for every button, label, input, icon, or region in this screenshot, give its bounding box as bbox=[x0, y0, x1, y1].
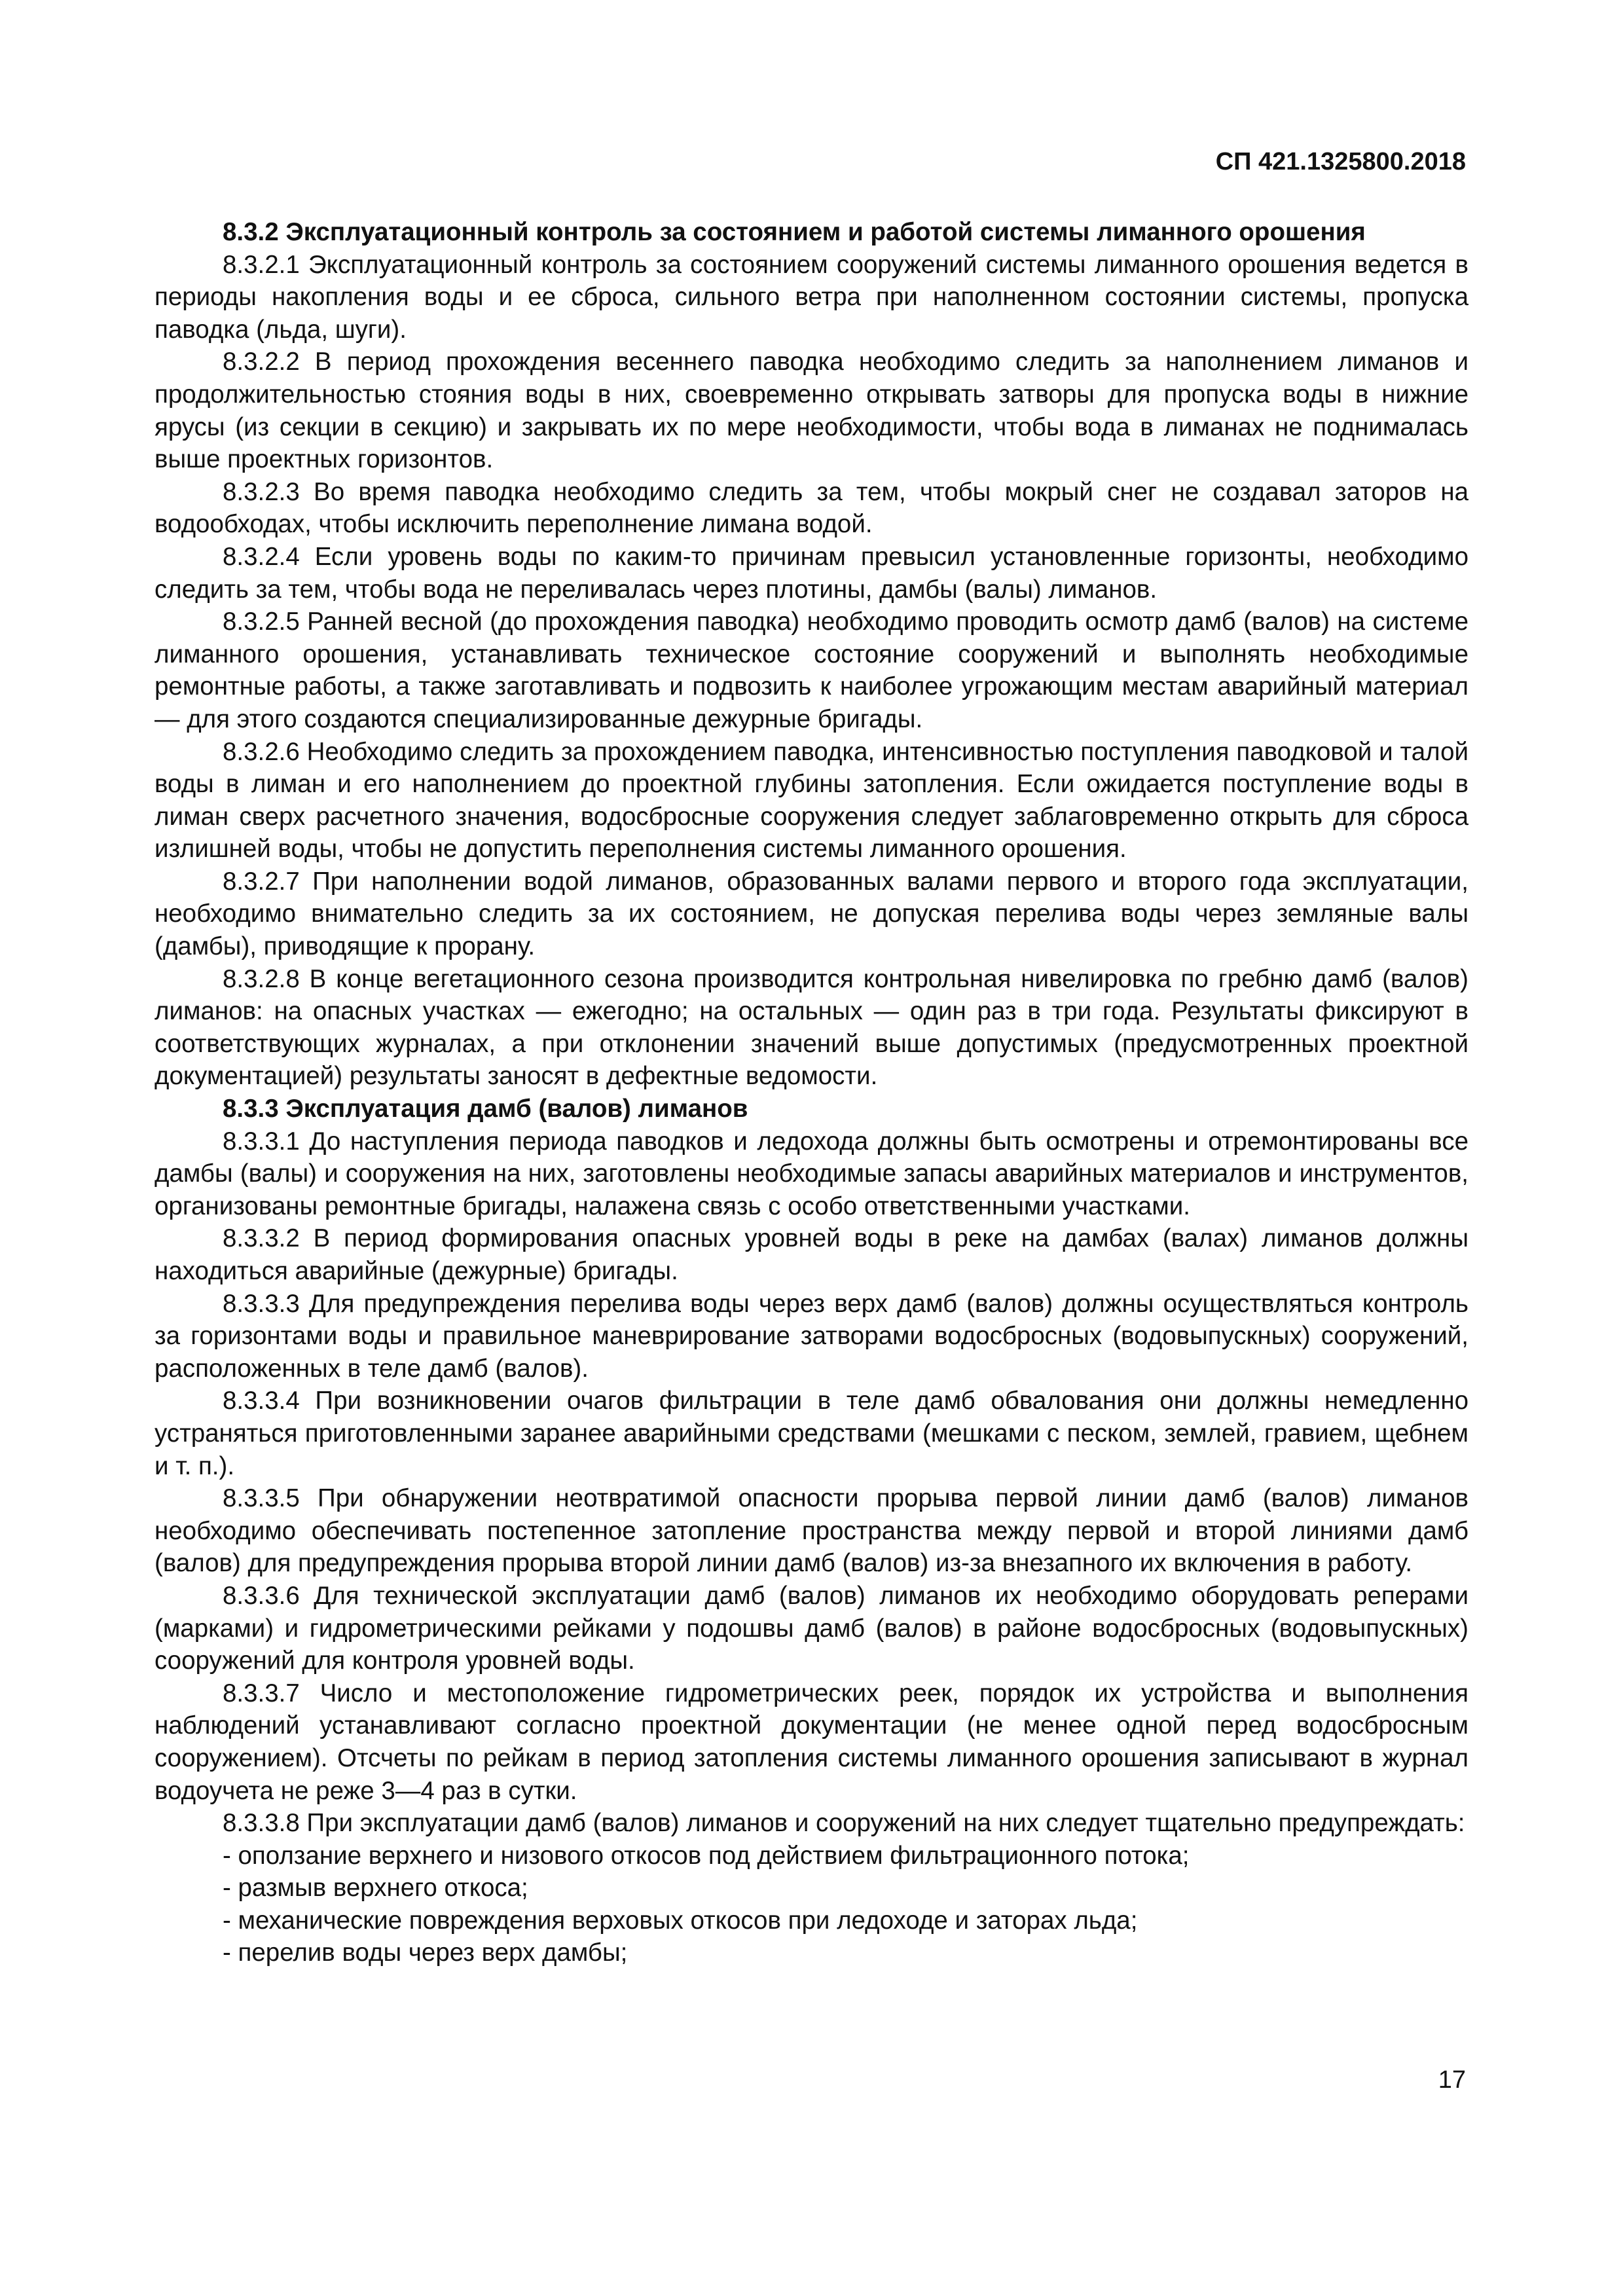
paragraph-8-3-3-7: 8.3.3.7 Число и местоположение гидрометрических реек, порядок их устройства и выполнения наблюдений устанавливают согласно проектной документации (не менее одной перед водосбросным сооружением). Отсчеты по рейкам в период затопления системы лиманного орошения записывают в журнал водоучета не реже 3—4 раз в сутки. bbox=[155, 1679, 1468, 1805]
document-code: СП 421.1325800.2018 bbox=[1215, 148, 1466, 175]
paragraph-8-3-2-6: 8.3.2.6 Необходимо следить за прохождением паводка, интенсивностью поступления паводковой и талой воды в лиман и его наполнением до проектной глубины затопления. Если ожидается поступление воды в лиман сверх расчетного значения, водосбросные сооружения следует заблаговременно открыть для сброса излишней воды, чтобы не допустить переполнения системы лиманного орошения. bbox=[155, 737, 1468, 864]
paragraph-8-3-2-1: 8.3.2.1 Эксплуатационный контроль за состоянием сооружений системы лиманного орошения ведется в периоды накопления воды и ее сброса, сильного ветра при наполненном состоянии системы, пропуска паводка (льда, шуги). bbox=[155, 250, 1468, 344]
paragraph-8-3-3-5: 8.3.3.5 При обнаружении неотвратимой опасности прорыва первой линии дамб (валов) лиманов необходимо обеспечивать постепенное затопление пространства между первой и второй линиями дамб (валов) для предупреждения прорыва второй линии дамб (валов) из-за внезапного их включения в работу. bbox=[155, 1484, 1468, 1578]
list-item: - оползание верхнего и низового откосов под действием фильтрационного потока; bbox=[223, 1841, 1190, 1870]
paragraph-8-3-3-2: 8.3.3.2 В период формирования опасных уровней воды в реке на дамбах (валах) лиманов должны находиться аварийные (дежурные) бригады. bbox=[155, 1224, 1468, 1285]
paragraph-8-3-3-8: 8.3.3.8 При эксплуатации дамб (валов) лиманов и сооружений на них следует тщательно предупреждать: bbox=[223, 1809, 1465, 1838]
paragraph-8-3-3-1: 8.3.3.1 До наступления периода паводков и ледохода должны быть осмотрены и отремонтированы все дамбы (валы) и сооружения на них, заготовлены необходимые запасы аварийных материалов и инструментов, организованы ремонтные бригады, налажена связь с особо ответственными участками. bbox=[155, 1127, 1468, 1220]
list-item: - перелив воды через верх дамбы; bbox=[223, 1939, 628, 1967]
section-heading-8-3-3: 8.3.3 Эксплуатация дамб (валов) лиманов bbox=[223, 1095, 748, 1123]
paragraph-8-3-2-4: 8.3.2.4 Если уровень воды по каким-то причинам превысил установленные горизонты, необходимо следить за тем, чтобы вода не переливалась через плотины, дамбы (валы) лиманов. bbox=[155, 542, 1468, 604]
paragraph-8-3-2-7: 8.3.2.7 При наполнении водой лиманов, образованных валами первого и второго года эксплуатации, необходимо внимательно следить за их состоянием, не допуская перелива воды через земляные валы (дамбы), приводящие к прорану. bbox=[155, 867, 1468, 961]
document-body bbox=[155, 216, 1468, 1969]
paragraph-8-3-2-8: 8.3.2.8 В конце вегетационного сезона производится контрольная нивелировка по гребню дамб (валов) лиманов: на опасных участках — ежегодно; на остальных — один раз в три года. Результаты фиксируют в соответствующих журналах, а при отклонении значений выше допустимых (предусмотренных проектной документацией) результаты заносят в дефектные ведомости. bbox=[155, 964, 1468, 1091]
paragraph-8-3-3-3: 8.3.3.3 Для предупреждения перелива воды через верх дамб (валов) должны осуществляться контроль за горизонтами воды и правильное маневрирование затворами водосбросных (водовыпускных) сооружений, расположенных в теле дамб (валов). bbox=[155, 1289, 1468, 1383]
section-heading-8-3-2: 8.3.2 Эксплуатационный контроль за состоянием и работой системы лиманного орошения bbox=[223, 218, 1366, 246]
list-item: - механические повреждения верховых откосов при ледоходе и заторах льда; bbox=[223, 1906, 1138, 1935]
paragraph-8-3-2-3: 8.3.2.3 Во время паводка необходимо следить за тем, чтобы мокрый снег не создавал заторов на водообходах, чтобы исключить переполнение лимана водой. bbox=[155, 477, 1468, 539]
paragraph-8-3-3-4: 8.3.3.4 При возникновении очагов фильтрации в теле дамб обвалования они должны немедленно устраняться приготовленными заранее аварийными средствами (мешками с песком, землей, гравием, щебнем и т. п.). bbox=[155, 1387, 1468, 1480]
list-item: - размыв верхнего откоса; bbox=[223, 1874, 528, 1903]
paragraph-8-3-3-6: 8.3.3.6 Для технической эксплуатации дамб (валов) лиманов их необходимо оборудовать реперами (марками) и гидрометрическими рейками у подошвы дамб (валов) в районе водосбросных (водовыпускных) сооружений для контроля уровней воды. bbox=[155, 1581, 1468, 1675]
paragraph-8-3-2-5: 8.3.2.5 Ранней весной (до прохождения паводка) необходимо проводить осмотр дамб (валов) на системе лиманного орошения, устанавливать техническое состояние сооружений и выполнять необходимые ремонтные работы, а также заготавливать и подвозить к наиболее угрожающим местам аварийный материал — для этого создаются специализированные дежурные бригады. bbox=[155, 608, 1468, 733]
paragraph-8-3-2-2: 8.3.2.2 В период прохождения весеннего паводка необходимо следить за наполнением лиманов и продолжительностью стояния воды в них, своевременно открывать затворы для пропуска воды в нижние ярусы (из секции в секцию) и закрывать их по мере необходимости, чтобы вода в лиманах не поднималась выше проектных горизонтов. bbox=[155, 348, 1468, 474]
page-number: 17 bbox=[1438, 2066, 1466, 2094]
